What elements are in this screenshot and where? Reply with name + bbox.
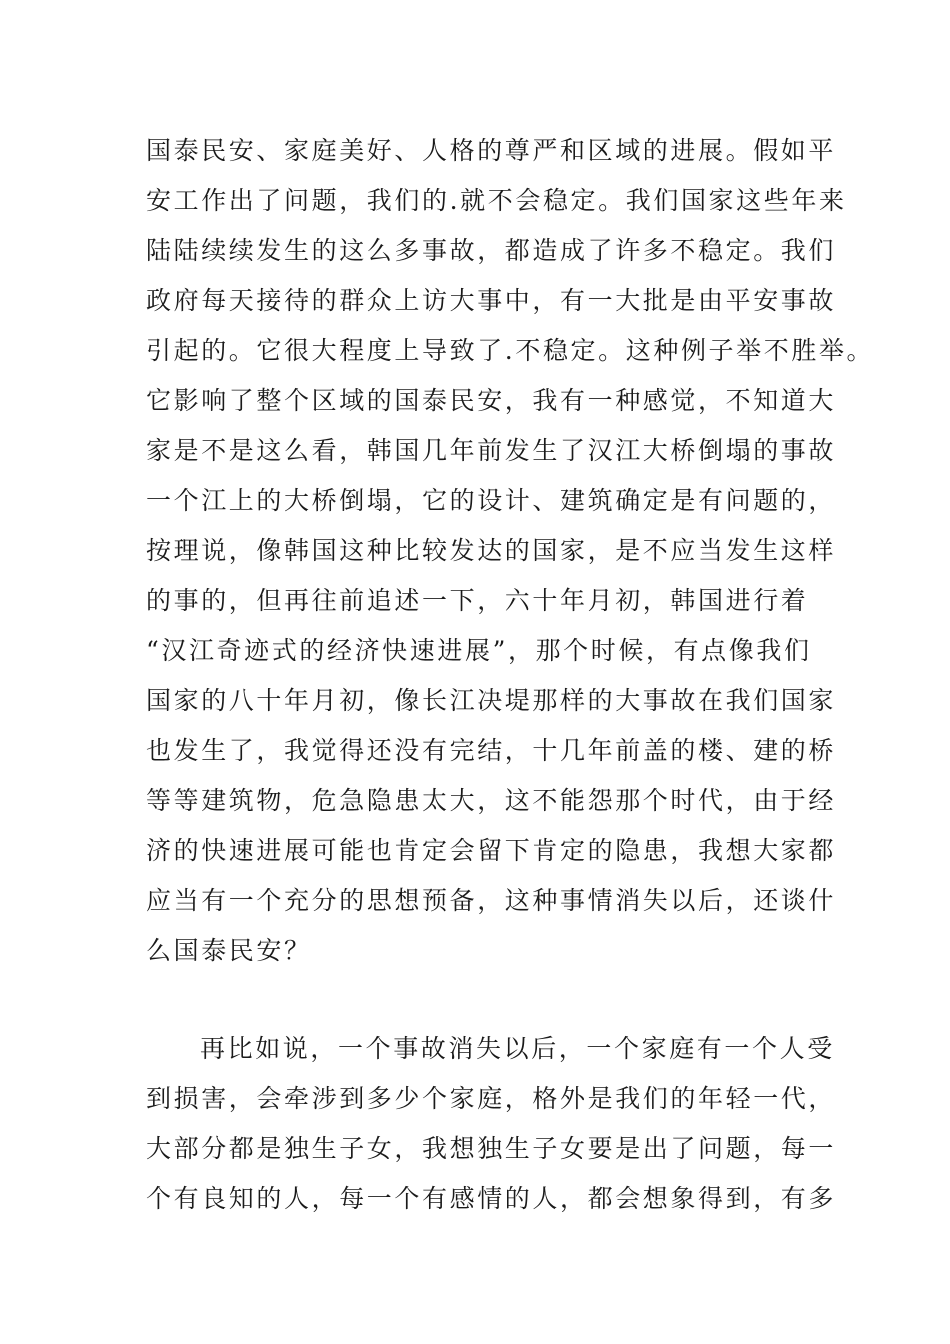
text-line: 到损害，会牵涉到多少个家庭，格外是我们的年轻一代， — [146, 1084, 837, 1113]
text-line: 安工作出了问题，我们的.就不会稳定。我们国家这些年来 — [146, 186, 847, 215]
text-line: 么国泰民安？ — [146, 936, 312, 965]
text-line: 国家的八十年月初，像长江决堤那样的大事故在我们国家 — [146, 686, 837, 715]
text-line: 的事的，但再往前追述一下，六十年月初，韩国进行着 — [146, 586, 809, 615]
text-line: 政府每天接待的群众上访大事中，有一大批是由平安事故 — [146, 286, 837, 315]
text-line: 家是不是这么看，韩国几年前发生了汉江大桥倒塌的事故 — [146, 436, 837, 465]
text-line: 等等建筑物，危急隐患太大，这不能怨那个时代，由于经 — [146, 786, 837, 815]
text-line: 一个江上的大桥倒塌，它的设计、建筑确定是有问题的， — [146, 486, 837, 515]
text-line: 它影响了整个区域的国泰民安，我有一种感觉，不知道大 — [146, 386, 837, 415]
text-line: 引起的。它很大程度上导致了.不稳定。这种例子举不胜举。 — [146, 336, 875, 365]
text-line: 个有良知的人，每一个有感情的人，都会想象得到，有多 — [146, 1184, 837, 1213]
text-line: 按理说，像韩国这种比较发达的国家，是不应当发生这样 — [146, 536, 837, 565]
text-line: 陆陆续续发生的这么多事故，都造成了许多不稳定。我们 — [146, 236, 837, 265]
text-line: “汉江奇迹式的经济快速进展”，那个时候，有点像我们 — [146, 636, 812, 665]
text-line: 应当有一个充分的思想预备，这种事情消失以后，还谈什 — [146, 886, 837, 915]
text-line: 再比如说，一个事故消失以后，一个家庭有一个人受 — [200, 1034, 835, 1063]
text-line: 济的快速进展可能也肯定会留下肯定的隐患，我想大家都 — [146, 836, 837, 865]
text-line: 大部分都是独生子女，我想独生子女要是出了问题，每一 — [146, 1134, 837, 1163]
text-line: 国泰民安、家庭美好、人格的尊严和区域的进展。假如平 — [146, 136, 837, 165]
text-line: 也发生了，我觉得还没有完结，十几年前盖的楼、建的桥 — [146, 736, 837, 765]
